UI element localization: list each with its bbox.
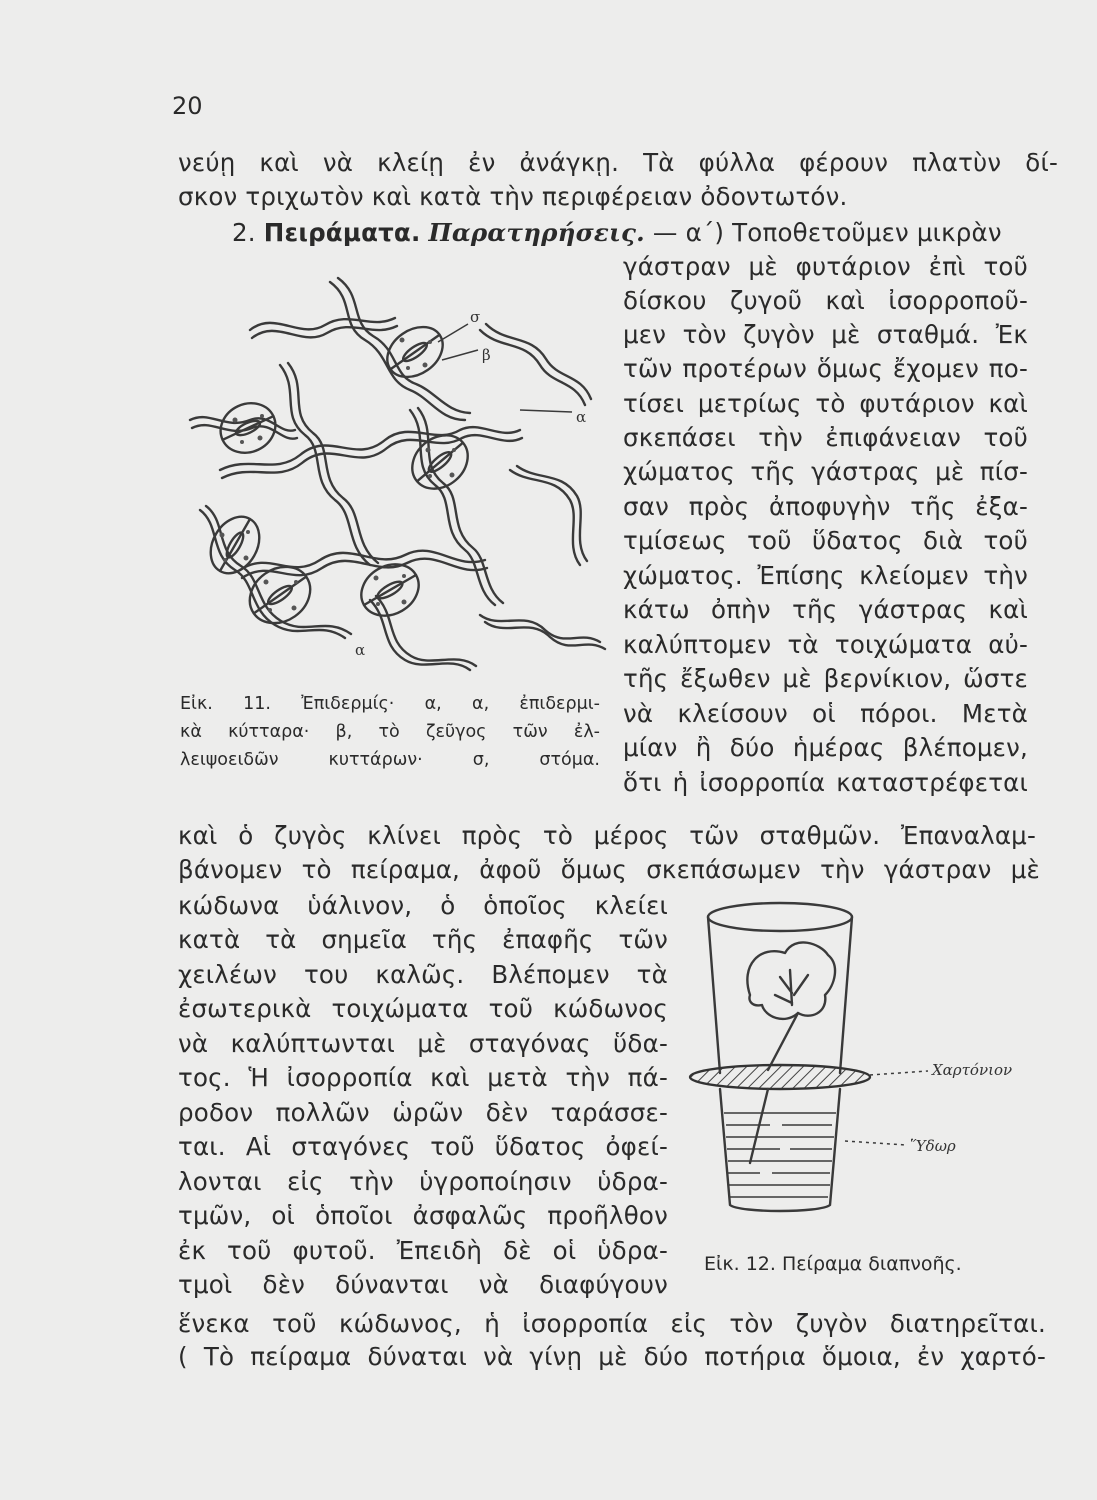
label-alpha-bottom: α bbox=[355, 641, 366, 659]
text-line: χώματος. Ἐπίσης κλείομεν τὴν bbox=[623, 561, 1028, 590]
text-line: τίσει μετρίως τὸ φυτάριον καὶ bbox=[623, 389, 1028, 418]
text-line: σαν πρὸς ἀποφυγὴν τῆς ἐξα- bbox=[623, 492, 1028, 521]
text-line: ἕνεκα τοῦ κώδωνος, ἡ ἰσορροπία εἰς τὸν ζυγὸν διατηρεῖται. bbox=[178, 1309, 1046, 1338]
text-line: νὰ κλείσουν οἱ πόροι. Μετὰ bbox=[623, 699, 1028, 728]
text-line: καὶ ὁ ζυγὸς κλίνει πρὸς τὸ μέρος τῶν σταθμῶν. Ἐπαναλαμ- bbox=[178, 821, 1036, 850]
text-line: λονται εἰς τὴν ὑγροποίησιν ὑδρα- bbox=[178, 1167, 668, 1196]
caption-line: λειψοειδῶν κυττάρων· σ, στόμα. bbox=[180, 750, 600, 770]
text-line: ροδον πολλῶν ὡρῶν δὲν ταράσσε- bbox=[178, 1098, 668, 1127]
label-alpha-right: α bbox=[576, 408, 587, 426]
text-line: ται. Αἱ σταγόνες τοῦ ὕδατος ὀφεί- bbox=[178, 1132, 668, 1161]
caption-line: Εἰκ. 11. Ἐπιδερμίς· α, α, ἐπιδερμι- bbox=[180, 694, 600, 714]
text-line: ( Τὸ πείραμα δύναται νὰ γίνῃ μὲ δύο ποτήρια ὅμοια, ἐν χαρτό- bbox=[178, 1342, 1046, 1371]
figure-12-caption: Εἰκ. 12. Πείραμα διαπνοῆς. bbox=[704, 1253, 962, 1275]
text-line: τος. Ἡ ἰσορροπία καὶ μετὰ τὴν πά- bbox=[178, 1063, 668, 1092]
text-line: σκεπάσει τὴν ἐπιφάνειαν τοῦ bbox=[623, 423, 1028, 452]
text-line: τμῶν, οἱ ὁποῖοι ἀσφαλῶς προῆλθον bbox=[178, 1201, 668, 1230]
glass-beaker bbox=[720, 1089, 840, 1211]
section-subtitle: Παρατηρήσεις. bbox=[428, 218, 645, 247]
text-line: γάστραν μὲ φυτάριον ἐπὶ τοῦ bbox=[623, 252, 1028, 281]
text-line: νεύῃ καὶ νὰ κλείῃ ἐν ἀνάγκῃ. Τὰ φύλλα φέρουν πλατὺν δί- bbox=[178, 148, 1058, 177]
text-line: σκον τριχωτὸν καὶ κατὰ τὴν περιφέρειαν ὀδοντωτόν. bbox=[178, 182, 848, 211]
text-line: μεν τὸν ζυγὸν μὲ σταθμά. Ἐκ bbox=[623, 320, 1028, 349]
text-line: ὅτι ἡ ἰσορροπία καταστρέφεται bbox=[623, 768, 1028, 797]
section-title: Πειράματα. bbox=[263, 218, 421, 247]
text-line: δίσκου ζυγοῦ καὶ ἰσορροποῦ- bbox=[623, 286, 1028, 315]
section-lead: — α΄) Τοποθετοῦμεν μικρὰν bbox=[652, 218, 1002, 247]
text-line: κώδωνα ὑάλινον, ὁ ὁποῖος κλείει bbox=[178, 891, 668, 920]
section-number: 2. bbox=[232, 218, 256, 247]
cardboard-disc bbox=[690, 1065, 870, 1089]
text-line: ἐκ τοῦ φυτοῦ. Ἐπειδὴ δὲ οἱ ὑδρα- bbox=[178, 1236, 668, 1265]
text-line: χειλέων του καλῶς. Βλέπομεν τὰ bbox=[178, 960, 668, 989]
text-line: μίαν ἢ δύο ἡμέρας βλέπομεν, bbox=[623, 733, 1028, 762]
text-line: τῶν προτέρων ὅμως ἔχομεν πο- bbox=[623, 354, 1028, 383]
caption-line: κὰ κύτταρα· β, τὸ ζεῦγος τῶν ἐλ- bbox=[180, 722, 600, 742]
page-number: 20 bbox=[172, 92, 203, 120]
label-cardboard: Χαρτόνιον bbox=[932, 1061, 1013, 1079]
text-line: καλύπτομεν τὰ τοιχώματα αὐ- bbox=[623, 630, 1028, 659]
section-heading bbox=[232, 218, 1002, 248]
text-line: νὰ καλύπτωνται μὲ σταγόνας ὕδα- bbox=[178, 1029, 668, 1058]
text-line: ἐσωτερικὰ τοιχώματα τοῦ κώδωνος bbox=[178, 994, 668, 1023]
text-line: τῆς ἔξωθεν μὲ βερνίκιον, ὥστε bbox=[623, 664, 1028, 693]
text-line: τμίσεως τοῦ ὕδατος διὰ τοῦ bbox=[623, 526, 1028, 555]
label-water: Ὕδωρ bbox=[910, 1137, 956, 1155]
text-line: κατὰ τὰ σημεῖα τῆς ἐπαφῆς τῶν bbox=[178, 925, 668, 954]
text-line: τμοὶ δὲν δύνανται νὰ διαφύγουν bbox=[178, 1270, 668, 1299]
figure-11-epidermis bbox=[180, 270, 620, 690]
figure-12-transpiration bbox=[680, 895, 1060, 1225]
label-leaders bbox=[438, 324, 572, 412]
label-sigma: σ bbox=[470, 308, 481, 326]
water-lines bbox=[724, 1113, 836, 1197]
text-line: βάνομεν τὸ πείραμα, ἀφοῦ ὅμως σκεπάσωμεν τὴν γάστραν μὲ bbox=[178, 855, 1040, 884]
plant bbox=[747, 942, 835, 1070]
text-line: κάτω ὀπὴν τῆς γάστρας καὶ bbox=[623, 595, 1028, 624]
label-beta: β bbox=[482, 346, 491, 364]
text-line: χώματος τῆς γάστρας μὲ πίσ- bbox=[623, 457, 1028, 486]
